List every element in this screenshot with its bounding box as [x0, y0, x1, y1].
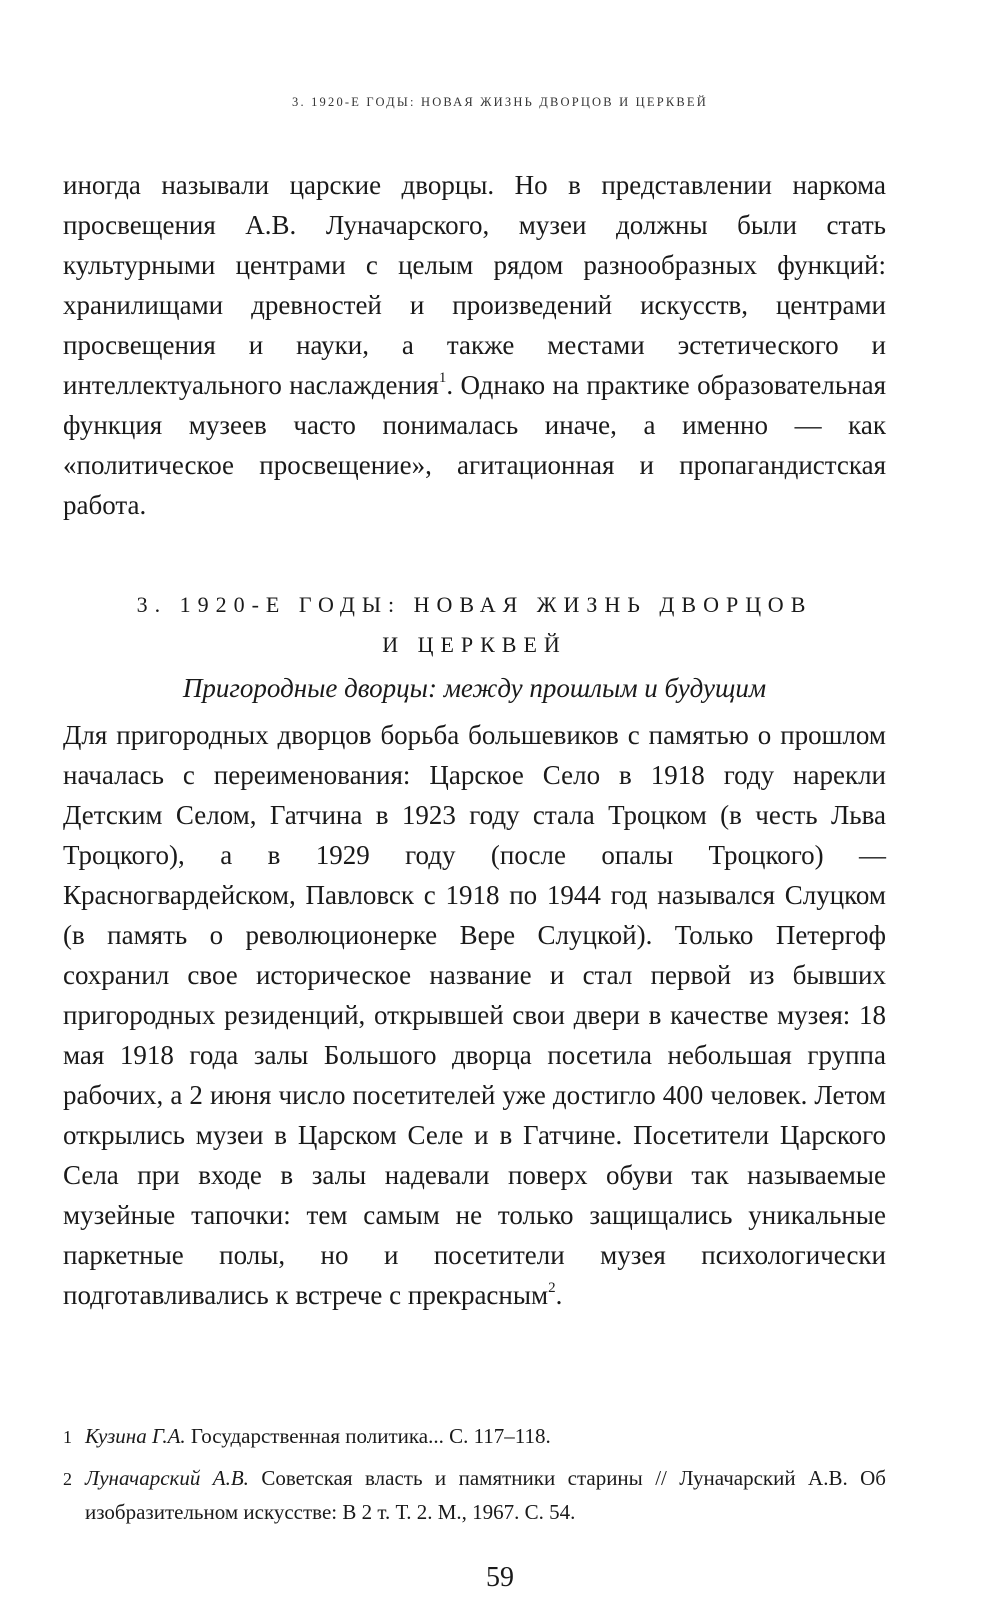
- paragraph-top-text: [63, 165, 886, 525]
- section-heading-line-2: И ЦЕРКВЕЙ: [382, 632, 567, 657]
- footnotes: [63, 1420, 886, 1537]
- paragraph-main-text-2: .: [555, 1280, 563, 1310]
- footnote-author: Кузина Г.А.: [85, 1424, 186, 1448]
- paragraph-main-text: [63, 715, 886, 1315]
- running-head: 3. 1920-Е ГОДЫ: НОВАЯ ЖИЗНЬ ДВОРЦОВ И ЦЕРКВЕЙ: [292, 95, 708, 109]
- paragraph-main: [63, 715, 886, 1315]
- footnote-author: Луначарский А.В.: [85, 1466, 249, 1490]
- footnote-number: 2: [63, 1469, 72, 1489]
- footnote-2: [63, 1462, 886, 1529]
- section-heading-line-1: 3. 1920-Е ГОДЫ: НОВАЯ ЖИЗНЬ ДВОРЦОВ: [136, 592, 813, 617]
- footnote-ref-1: 1: [438, 370, 447, 386]
- paragraph-top: [63, 165, 886, 525]
- paragraph-top-text-1: иногда называли царские дворцы. Но в представлении наркома просвещения А.В. Луначарского, музеи должны были стать культурными центрами с целым рядом разнообразных функций: хранилищами древностей и произведений искусств, центрами просвещения и науки, а также местами эстетического и интеллектуального наслаждения: [63, 170, 886, 400]
- paragraph-main-text-1: Для пригородных дворцов борьба большевиков с памятью о прошлом началась с переименования: Царское Село в 1918 году нарекли Детским Селом, Гатчина в 1923 году стала Троцком (в честь Льва Троцкого), а в 1929 году (после опалы Троцкого) — Красногвардейском, Павловск с 1918 по 1944 год назывался Слуцком (в память о революционерке Вере Слуцкой). Только Петергоф сохранил свое историческое название и стал первой из бывших пригородных резиденций, открывшей свои двери в качестве музея: 18 мая 1918 года залы Большого дворца посетила небольшая группа рабочих, а 2 июня число посетителей уже достигло 400 человек. Летом открылись музеи в Царском Селе и в Гатчине. Посетители Царского Села при входе в залы надевали поверх обуви так называемые музейные тапочки: тем самым не только защищались уникальные паркетные полы, но и посетители музея психологически подготавливались к встрече с прекрасным: [63, 720, 886, 1310]
- footnote-ref-2: 2: [548, 1280, 556, 1296]
- footnote-text: Советская власть и памятники старины // Луначарский А.В. Об изобразительном искусстве: В 2 т. Т. 2. М., 1967. С. 54.: [85, 1466, 886, 1524]
- section-heading: [63, 585, 886, 665]
- subheading: Пригородные дворцы: между прошлым и будущим: [182, 673, 767, 703]
- page-number: 59: [486, 1562, 514, 1593]
- footnote-1: [63, 1420, 886, 1454]
- footnote-number: 1: [63, 1427, 72, 1447]
- footnote-text: Государственная политика... С. 117–118.: [185, 1424, 551, 1448]
- paragraph-top-text-2: . Однако на практике образовательная функция музеев часто понималась иначе, а именно — как «политическое просвещение», агитационная и пропагандистская работа.: [63, 370, 886, 520]
